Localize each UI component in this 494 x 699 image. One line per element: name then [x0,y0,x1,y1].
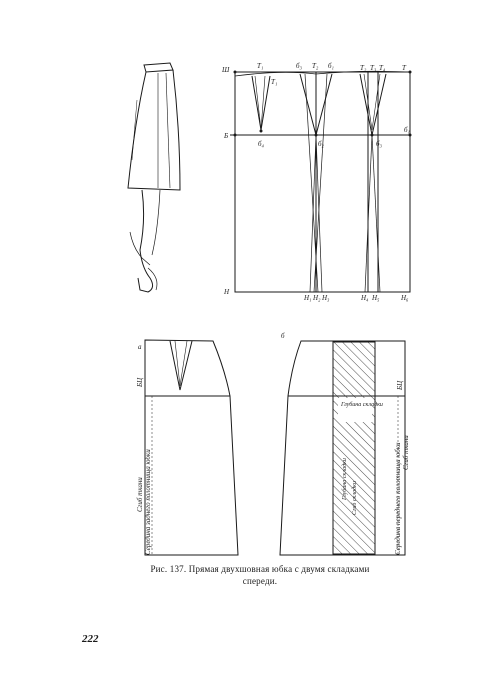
caption-line-1: Рис. 137. Прямая двухшовная юбка с двумя складками [150,564,370,574]
pleat-depth-lower: Глубина складки [342,458,348,500]
label-t-right: Т [402,64,406,72]
label-b1: б₁ [328,62,334,70]
caption-line-2: спереди. [242,576,278,586]
label-n4: Н₄ [361,294,369,302]
marker-a: а [138,343,142,351]
label-n5: Н₅ [372,294,380,302]
figure-caption [120,563,400,587]
marker-b: б [281,332,285,340]
label-b4: б₄ [258,140,264,148]
label-b-right: б₁ [404,126,410,134]
label-hip-left: Б [224,132,229,140]
label-t1: Т₁ [271,78,278,86]
label-t1-left: Т₁ [257,62,264,70]
fold-label-left: Сгиб ткани [136,477,144,512]
label-t2: Т₂ [360,64,367,72]
label-b3: б₃ [296,62,302,70]
label-b2: б₂ [318,140,324,148]
label-t4: Т₄ [379,64,386,72]
panel-front [280,341,405,555]
label-n6: Н₆ [401,294,409,302]
page-number: 222 [82,633,99,645]
center-label-left: Середина заднего полотнища юбки [144,449,152,555]
fold-label-right: Сгиб ткани [402,435,410,470]
label-hem-left: Н [224,288,230,296]
label-n3: Н₃ [322,294,330,302]
label-b3-lower: б₃ [376,140,382,148]
center-label-right: Середина переднего полотнища юбки [394,442,402,555]
label-t3: Т₃ [370,64,377,72]
label-n1: Н₁ [304,294,312,302]
skirt-illustration [128,63,180,292]
panel-back [145,340,238,555]
label-n2: Н₂ [313,294,321,302]
pleat-fold-label: Сгиб складки [352,481,358,515]
hip-label-left: БЦ [136,377,144,387]
hip-label-right: БЦ [396,380,404,390]
pleat-depth-upper: Глубина складки [341,402,383,408]
label-t2-left: Т₂ [312,62,319,70]
label-top-left: Ш [222,66,230,74]
draft-pattern [230,71,412,293]
panel-back-labels [136,343,152,555]
